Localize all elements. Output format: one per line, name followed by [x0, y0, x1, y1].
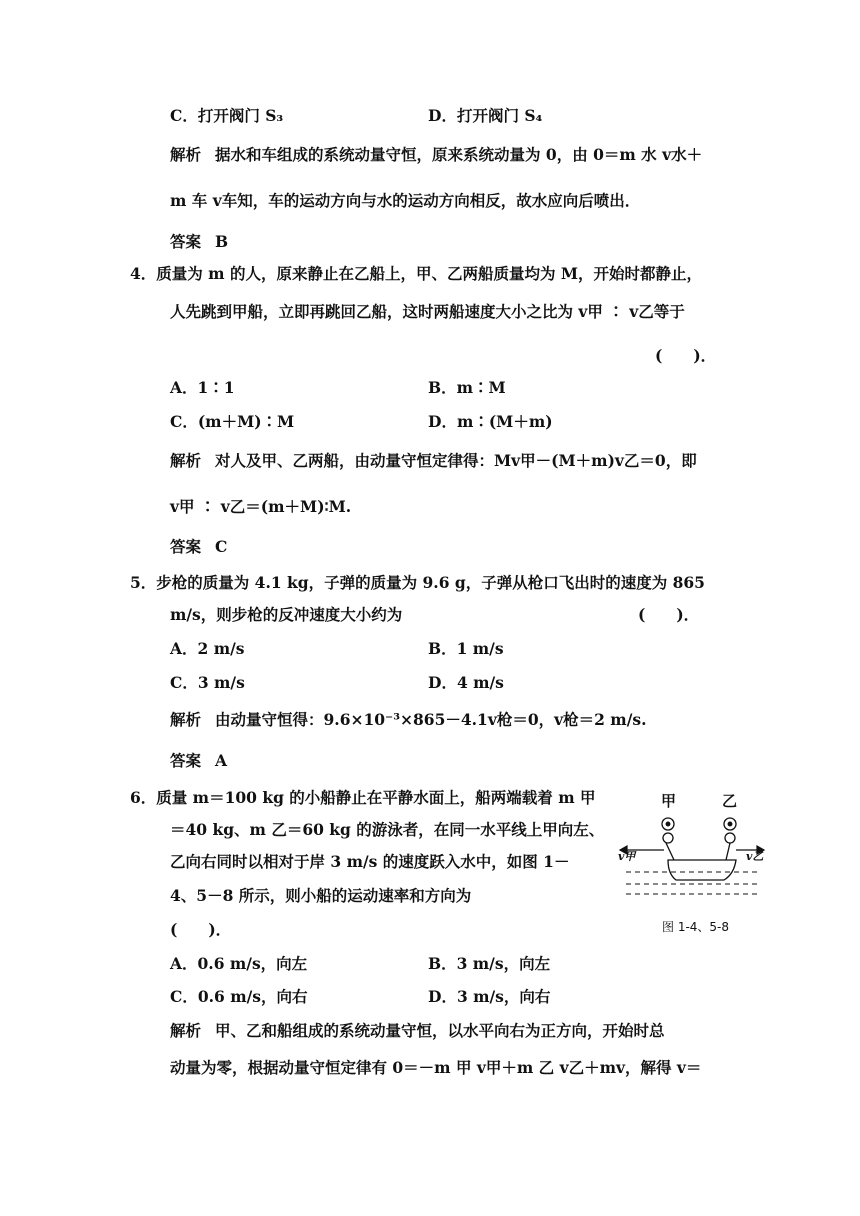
q4-option-a: A．1∶1: [170, 378, 235, 397]
analysis-label: 解析: [170, 710, 202, 729]
q4-option-c: C．(m＋M)∶M: [170, 412, 295, 431]
q4-analysis-line-2: v甲 ∶ v乙＝(m＋M)∶M.: [170, 497, 352, 516]
q6-option-c: C．0.6 m/s，向右: [170, 987, 308, 1006]
analysis-text: 由动量守恒得：9.6×10⁻³×865－4.1v枪＝0，v枪＝2 m/s.: [215, 710, 647, 729]
figure-caption: 图 1-4、5-8: [662, 920, 730, 934]
q6-analysis-line-2: 动量为零，根据动量守恒定律有 0＝－m 甲 v甲＋m 乙 v乙＋mv，解得 v＝: [170, 1058, 702, 1077]
answer-label: 答案: [170, 537, 202, 556]
q6-stem-line-1: 6．质量 m＝100 kg 的小船静止在平静水面上，船两端载着 m 甲: [130, 788, 596, 807]
swimmer-jia: [662, 818, 674, 860]
q4-analysis-line-1: [170, 451, 697, 471]
q6-stem-line-4: 4、5－8 所示，则小船的运动速率和方向为: [170, 886, 472, 905]
analysis-label: 解析: [170, 145, 202, 164]
q5-stem-line-2: m/s，则步枪的反冲速度大小约为: [170, 605, 403, 624]
q6-option-d: D．3 m/s，向右: [428, 987, 551, 1006]
boat: [668, 860, 736, 880]
q4-stem-line-2: 人先跳到甲船，立即再跳回乙船，这时两船速度大小之比为 v甲 ∶ v乙等于: [170, 302, 685, 321]
analysis-label: 解析: [170, 1021, 202, 1040]
q6-stem-line-2: ＝40 kg、m 乙＝60 kg 的游泳者，在同一水平线上甲向左、: [170, 820, 605, 839]
swimmer-yi: [724, 818, 736, 860]
q4-option-b: B．m∶M: [428, 378, 506, 397]
q5-answer-blank: ( )．: [638, 605, 700, 624]
q5-stem-line-1: 5．步枪的质量为 4.1 kg，子弹的质量为 9.6 g，子弹从枪口飞出时的速度为 865: [130, 573, 705, 592]
answer-label: 答案: [170, 232, 202, 251]
q6-option-b: B．3 m/s，向左: [428, 954, 551, 973]
q6-stem-line-3: 乙向右同时以相对于岸 3 m/s 的速度跃入水中，如图 1－: [170, 852, 570, 871]
q5-analysis-line-1: [170, 710, 646, 730]
q5-answer: [170, 751, 227, 771]
q4-answer-blank: ( )．: [655, 346, 717, 365]
q4-stem-line-1: 4．质量为 m 的人，原来静止在乙船上，甲、乙两船质量均为 M，开始时都静止，: [130, 264, 703, 283]
q3-answer: [170, 232, 228, 252]
q3-option-c: C．打开阀门 S₃: [170, 106, 284, 125]
q5-option-a: A．2 m/s: [170, 639, 245, 658]
analysis-text: 甲、乙和船组成的系统动量守恒，以水平向右为正方向，开始时总: [215, 1021, 665, 1040]
q3-analysis-line-1: [170, 145, 702, 165]
q5-option-c: C．3 m/s: [170, 673, 245, 692]
q3-analysis-line-2: m 车 v车知，车的运动方向与水的运动方向相反，故水应向后喷出．: [170, 191, 641, 210]
analysis-label: 解析: [170, 451, 202, 470]
q6-answer-blank: ( )．: [170, 920, 232, 939]
q3-option-d: D．打开阀门 S₄: [428, 106, 543, 125]
answer-label: 答案: [170, 751, 202, 770]
q6-analysis-line-1: [170, 1021, 665, 1041]
q6-option-a: A．0.6 m/s，向左: [170, 954, 308, 973]
water-lines: [626, 872, 761, 894]
v-yi-label: v乙: [746, 850, 764, 863]
q4-answer: [170, 537, 227, 557]
label-jia: 甲: [661, 792, 677, 810]
answer-value: A: [215, 751, 228, 770]
analysis-text: 对人及甲、乙两船，由动量守恒定律得：Mv甲－(M＋m)v乙＝0，即: [215, 451, 697, 470]
q5-option-b: B．1 m/s: [428, 639, 504, 658]
analysis-text: 据水和车组成的系统动量守恒，原来系统动量为 0，由 0＝m 水 v水＋: [215, 145, 703, 164]
q5-option-d: D．4 m/s: [428, 673, 504, 692]
answer-value: B: [215, 232, 229, 251]
label-yi: 乙: [722, 792, 738, 810]
answer-value: C: [215, 537, 228, 556]
q4-option-d: D．m∶(M＋m): [428, 412, 553, 431]
v-jia-label: v甲: [618, 850, 636, 863]
